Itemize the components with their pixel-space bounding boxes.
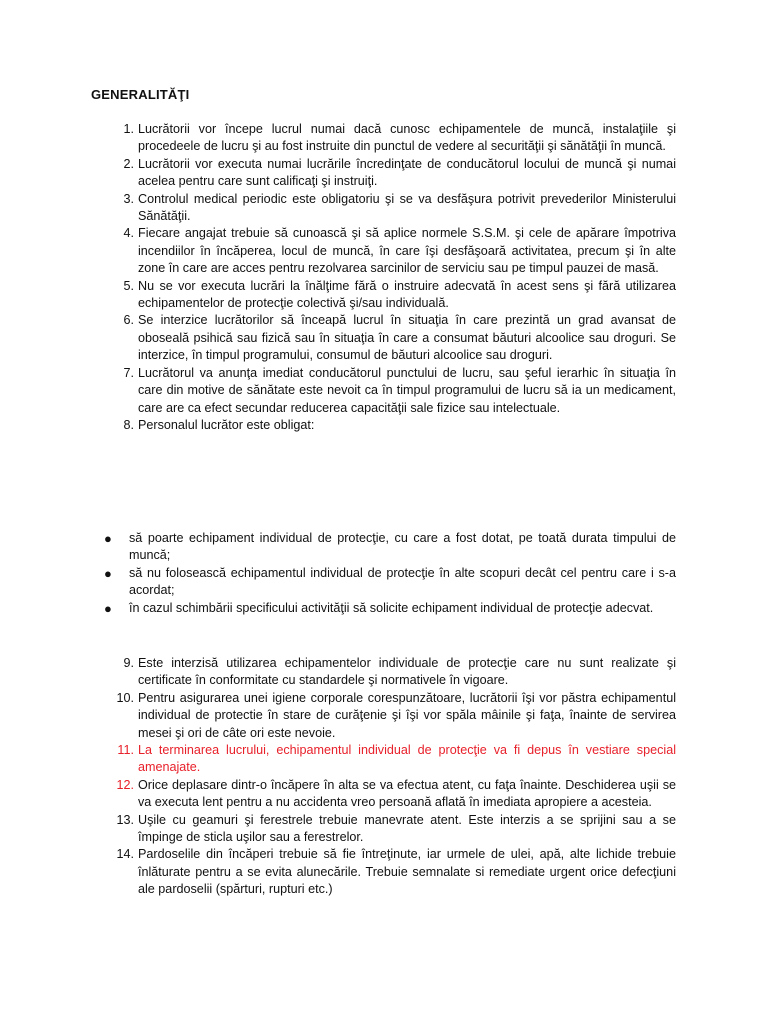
item-number: 5. [123, 278, 134, 293]
item-number: 11. [117, 743, 134, 758]
item-number: 10. [116, 690, 134, 705]
bullet-list [0, 530, 768, 617]
item-number: 12. [116, 777, 134, 792]
item-text: La terminarea lucrului, echipamentul individual de protecţie va fi depus în vestiare special amenajate. [138, 743, 676, 775]
list-item [0, 121, 768, 156]
section-heading: GENERALITĂŢI [91, 87, 190, 102]
list-item [0, 777, 768, 812]
item-text: Pardoselile din încăperi trebuie să fie întreţinute, iar urmele de ulei, apă, alte lichide trebuie înlăturate pentru a se evita alunecările. Trebuie semnalate si remediate urgent orice defecţiuni ale pardoselii (spărturi, rupturi etc.) [138, 847, 676, 897]
item-number: 9. [123, 656, 134, 670]
item-text: Controlul medical periodic este obligatoriu şi se va desfăşura potrivit prevederilor Ministerului Sănătăţii. [138, 191, 676, 224]
item-text: Nu se vor executa lucrări la înălţime fără o instruire adecvată în acest sens şi fără utilizarea echipamentelor de protecţie colectivă şi/sau individuală. [138, 278, 676, 311]
list-item-highlighted [0, 742, 768, 777]
bullet-dot-icon: ● [104, 565, 112, 581]
list-item [0, 278, 768, 313]
list-item [0, 812, 768, 847]
list-item [0, 365, 768, 417]
bullet-item [0, 530, 768, 565]
item-number: 8. [123, 417, 134, 432]
item-number: 2. [123, 156, 134, 171]
item-number: 3. [123, 191, 134, 206]
bullet-item [0, 600, 768, 617]
item-text: Lucrătorii vor executa numai lucrările încredinţate de conducătorul locului de muncă şi numai acelea pentru care sunt calificaţi şi instruiţi. [138, 156, 676, 189]
list-item [0, 690, 768, 742]
numbered-list-part-1 [0, 121, 768, 434]
item-text: Se interzice lucrătorilor să înceapă lucrul în situaţia în care prezintă un grad avansat de oboseală psihică sau fizică sau în situaţia în care a consumat băuturi alcoolice sau droguri. Se interzice, în timpul programului, consumul de băuturi alcoolice sau droguri. [138, 313, 676, 363]
item-text: Uşile cu geamuri şi ferestrele trebuie manevrate atent. Este interzis a se sprijini sau a se împinge de sticla uşilor sau a ferestrelor. [138, 812, 676, 845]
list-item [0, 225, 768, 277]
item-text: Este interzisă utilizarea echipamentelor individuale de protecţie care nu sunt realizate şi certificate în conformitate cu standardele şi normativele în vigoare. [138, 656, 676, 688]
item-number: 7. [123, 365, 134, 380]
list-item [0, 846, 768, 898]
list-item [0, 312, 768, 364]
numbered-list-part-2 [0, 655, 768, 899]
item-number: 1. [123, 122, 134, 136]
list-item [0, 655, 768, 690]
item-number: 4. [123, 226, 134, 241]
item-text: Orice deplasare dintr-o încăpere în alta se va efectua atent, cu faţa înainte. Deschiderea uşii se va executa lent pentru a nu accidenta vreo persoană aflată în imediata apropiere a acesteia. [138, 777, 676, 810]
item-number: 13. [116, 812, 134, 827]
bullet-text: în cazul schimbării specificului activităţii să solicite echipament individual de protecţie adecvat. [129, 600, 654, 615]
item-text: Lucrătorul va anunţa imediat conducătorul punctului de lucru, sau şeful ierarhic în situaţia în care din motive de sănătate este nevoit ca în timpul programului de lucru să ia un medicament, care are ca efect secundar reducerea capacităţii sale fizice sau intelectuale. [138, 365, 676, 415]
bullet-text: să nu folosească echipamentul individual de protecţie în alte scopuri decât cel pentru care i s-a acordat; [129, 565, 676, 598]
item-text: Pentru asigurarea unei igiene corporale corespunzătoare, lucrătorii îşi vor păstra echipamentul individual de protectie în stare de curăţenie şi îşi vor spăla mâinile şi faţa, înainte de servirea mesei şi ori de câte ori este nevoie. [138, 690, 676, 740]
item-text: Lucrătorii vor începe lucrul numai dacă cunosc echipamentele de muncă, instalaţiile şi procedeele de lucru şi au fost instruite din punctul de vedere al securităţii şi sănătăţii în muncă. [138, 122, 676, 154]
item-number: 14. [116, 847, 134, 862]
item-text: Fiecare angajat trebuie să cunoască şi să aplice normele S.S.M. şi cele de apărare împotriva incendiilor în încăperea, locul de muncă, în care îşi desfăşoară activitatea, precum şi în alte zone în care are acces pentru rezolvarea sarcinilor de serviciu sau pe timpul pauzei de masă. [138, 226, 676, 276]
bullet-text: să poarte echipament individual de protecţie, cu care a fost dotat, pe toată durata timpului de muncă; [129, 531, 676, 563]
bullet-item [0, 565, 768, 600]
item-text: Personalul lucrător este obligat: [138, 417, 315, 432]
item-number: 6. [123, 313, 134, 328]
bullet-dot-icon: ● [104, 531, 112, 546]
list-item [0, 417, 768, 434]
bullet-dot-icon: ● [104, 600, 112, 616]
list-item [0, 191, 768, 226]
list-item [0, 156, 768, 191]
